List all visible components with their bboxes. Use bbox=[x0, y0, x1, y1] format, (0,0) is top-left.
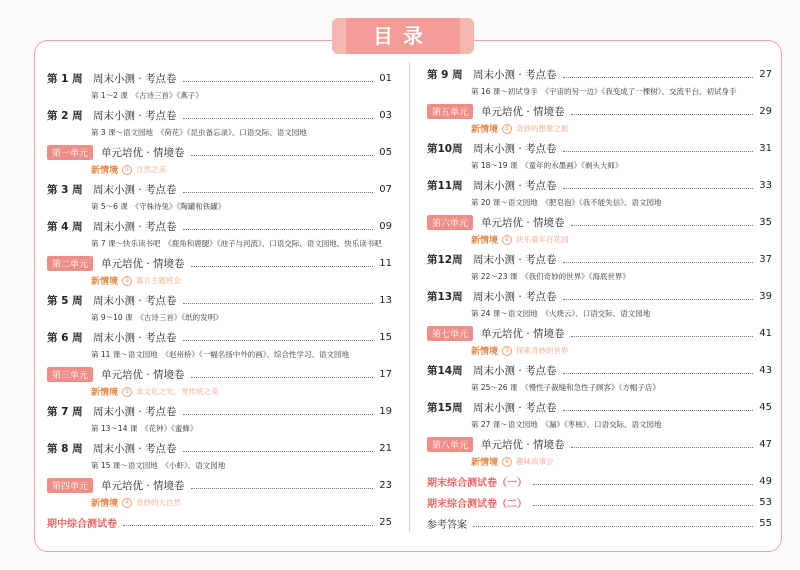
toc-entry[interactable] bbox=[47, 440, 392, 456]
toc-entry[interactable] bbox=[427, 251, 772, 267]
dot-leader bbox=[183, 221, 374, 230]
toc-title-banner bbox=[340, 18, 466, 54]
lesson-detail: 第 24 课～语文园地 《火烧云》、口语交际、语文园地 bbox=[471, 309, 651, 318]
dot-leader bbox=[191, 147, 374, 156]
toc-entry[interactable] bbox=[47, 477, 392, 493]
dot-leader bbox=[123, 517, 373, 526]
entry-title: 单元培优 · 情境卷 bbox=[101, 146, 185, 159]
unit-badge: 第八单元 bbox=[427, 437, 473, 452]
dot-leader bbox=[571, 217, 754, 226]
context-line bbox=[91, 496, 181, 509]
lesson-detail: 第 1～2 课 《古诗三首》《燕子》 bbox=[91, 91, 203, 100]
toc-entry[interactable] bbox=[427, 473, 772, 489]
dot-leader bbox=[563, 180, 754, 189]
dot-leader bbox=[563, 291, 754, 300]
context-line bbox=[471, 233, 569, 246]
context-theme: 奇妙的想象之旅 bbox=[516, 124, 569, 133]
dot-leader bbox=[183, 443, 374, 452]
entry-title: 周末小测 · 考点卷 bbox=[93, 405, 177, 418]
toc-entry[interactable] bbox=[427, 214, 772, 230]
page-number: 27 bbox=[759, 68, 772, 80]
lesson-detail: 第 11 课～语文园地 《赵州桥》《一幅名扬中外的画》、综合性学习、语文园地 bbox=[91, 350, 350, 359]
context-label: 新情境 bbox=[91, 166, 119, 176]
context-number: ③ bbox=[122, 387, 132, 397]
week-label: 第13周 bbox=[427, 290, 463, 303]
week-label: 第 9 周 bbox=[427, 68, 463, 81]
dot-leader bbox=[571, 439, 754, 448]
toc-entry[interactable] bbox=[427, 288, 772, 304]
entry-title: 周末小测 · 考点卷 bbox=[473, 68, 557, 81]
context-label: 新情境 bbox=[471, 347, 499, 357]
dot-leader bbox=[183, 73, 374, 82]
context-theme: 求文化之光，赏传统之美 bbox=[136, 387, 219, 396]
week-label: 第 6 周 bbox=[47, 331, 83, 344]
page-number: 01 bbox=[379, 72, 392, 84]
unit-badge: 第三单元 bbox=[47, 367, 93, 382]
toc-entry[interactable] bbox=[47, 144, 392, 160]
toc-title: 目录 bbox=[373, 24, 433, 48]
toc-entry[interactable] bbox=[47, 329, 392, 345]
dot-leader bbox=[473, 518, 753, 527]
page-number: 25 bbox=[379, 516, 392, 528]
context-theme: 奇妙的大自然 bbox=[136, 498, 182, 507]
dot-leader bbox=[183, 332, 374, 341]
entry-title: 周末小测 · 考点卷 bbox=[93, 331, 177, 344]
entry-title: 单元培优 · 情境卷 bbox=[481, 216, 565, 229]
page-number: 29 bbox=[759, 105, 772, 117]
context-line bbox=[471, 344, 569, 357]
dot-leader bbox=[183, 295, 374, 304]
dot-leader bbox=[563, 402, 754, 411]
entry-title: 单元培优 · 情境卷 bbox=[101, 368, 185, 381]
context-number: ⑦ bbox=[502, 346, 512, 356]
unit-badge: 第一单元 bbox=[47, 145, 93, 160]
context-number: ⑥ bbox=[502, 235, 512, 245]
lesson-detail: 第 13～14 课 《花钟》《蜜蜂》 bbox=[91, 424, 198, 433]
week-label: 第 7 周 bbox=[47, 405, 83, 418]
entry-title: 单元培优 · 情境卷 bbox=[481, 105, 565, 118]
entry-title: 周末小测 · 考点卷 bbox=[473, 179, 557, 192]
context-label: 新情境 bbox=[471, 125, 499, 135]
page-number: 31 bbox=[759, 142, 772, 154]
week-label: 第 1 周 bbox=[47, 72, 83, 85]
lesson-detail: 第 5～6 课 《守株待兔》《陶罐和铁罐》 bbox=[91, 202, 226, 211]
page-number: 21 bbox=[379, 442, 392, 454]
week-label: 第 8 周 bbox=[47, 442, 83, 455]
context-theme: 寓言主题班会 bbox=[136, 276, 182, 285]
toc-entry[interactable] bbox=[427, 436, 772, 452]
lesson-detail: 第 20 课～语文园地 《肥皂泡》《我不能失信》、语文园地 bbox=[471, 198, 662, 207]
page-number: 47 bbox=[759, 438, 772, 450]
page-number: 11 bbox=[379, 257, 392, 269]
context-number: ② bbox=[122, 276, 132, 286]
week-label: 第 2 周 bbox=[47, 109, 83, 122]
page-number: 37 bbox=[759, 253, 772, 265]
week-label: 第 4 周 bbox=[47, 220, 83, 233]
page-number: 43 bbox=[759, 364, 772, 376]
unit-badge: 第六单元 bbox=[427, 215, 473, 230]
dot-leader bbox=[191, 369, 374, 378]
toc-entry[interactable] bbox=[47, 292, 392, 308]
toc-entry[interactable] bbox=[47, 255, 392, 271]
context-theme: 探索奇妙的世界 bbox=[516, 346, 569, 355]
context-label: 新情境 bbox=[91, 388, 119, 398]
lesson-detail: 第 18～19 课 《童年的水墨画》《剃头大师》 bbox=[471, 161, 623, 170]
toc-entry[interactable] bbox=[427, 362, 772, 378]
lesson-detail: 第 15 课～语文园地 《小虾》、语文园地 bbox=[91, 461, 226, 470]
dot-leader bbox=[191, 258, 374, 267]
unit-badge: 第四单元 bbox=[47, 478, 93, 493]
page-number: 35 bbox=[759, 216, 772, 228]
dot-leader bbox=[191, 480, 374, 489]
context-label: 新情境 bbox=[91, 499, 119, 509]
exam-title: 期中综合测试卷 bbox=[47, 518, 117, 530]
toc-entry[interactable] bbox=[47, 70, 392, 86]
entry-title: 单元培优 · 情境卷 bbox=[101, 257, 185, 270]
entry-title: 单元培优 · 情境卷 bbox=[481, 327, 565, 340]
week-label: 第 5 周 bbox=[47, 294, 83, 307]
dot-leader bbox=[183, 406, 374, 415]
entry-title: 周末小测 · 考点卷 bbox=[93, 183, 177, 196]
toc-entry[interactable] bbox=[427, 103, 772, 119]
page-number: 55 bbox=[759, 517, 772, 529]
week-label: 第10周 bbox=[427, 142, 463, 155]
page-number: 07 bbox=[379, 183, 392, 195]
dot-leader bbox=[183, 184, 374, 193]
lesson-detail: 第 3 课～语文园地 《荷花》《昆虫备忘录》、口语交际、语文园地 bbox=[91, 128, 307, 137]
column-divider bbox=[409, 62, 410, 532]
context-line bbox=[91, 385, 219, 398]
dot-leader bbox=[563, 143, 754, 152]
page-number: 53 bbox=[759, 496, 772, 508]
dot-leader bbox=[533, 476, 753, 485]
dot-leader bbox=[571, 106, 754, 115]
context-number: ⑧ bbox=[502, 457, 512, 467]
context-number: ⑤ bbox=[502, 124, 512, 134]
entry-title: 周末小测 · 考点卷 bbox=[93, 220, 177, 233]
context-number: ① bbox=[122, 165, 132, 175]
exam-title: 期末综合测试卷（一） bbox=[427, 477, 527, 489]
page-number: 05 bbox=[379, 146, 392, 158]
entry-title: 周末小测 · 考点卷 bbox=[473, 401, 557, 414]
week-label: 第14周 bbox=[427, 364, 463, 377]
context-label: 新情境 bbox=[471, 458, 499, 468]
dot-leader bbox=[563, 69, 754, 78]
lesson-detail: 第 22～23 课 《我们奇妙的世界》《海底世界》 bbox=[471, 272, 630, 281]
dot-leader bbox=[563, 254, 754, 263]
dot-leader bbox=[533, 497, 753, 506]
toc-entry[interactable] bbox=[427, 140, 772, 156]
toc-entry[interactable] bbox=[427, 177, 772, 193]
entry-title: 周末小测 · 考点卷 bbox=[473, 364, 557, 377]
page-number: 39 bbox=[759, 290, 772, 302]
week-label: 第 3 周 bbox=[47, 183, 83, 196]
context-line bbox=[471, 122, 569, 135]
context-number: ④ bbox=[122, 498, 132, 508]
toc-entry[interactable] bbox=[47, 107, 392, 123]
page-number: 03 bbox=[379, 109, 392, 121]
lesson-detail: 第 16 课～初试身手 《宇宙的另一边》《我变成了一棵树》、交流平台、初试身手 bbox=[471, 87, 737, 96]
lesson-detail: 第 25～26 课 《慢性子裁缝和急性子顾客》《方帽子店》 bbox=[471, 383, 660, 392]
page-number: 19 bbox=[379, 405, 392, 417]
lesson-detail: 第 9～10 课 《古诗三首》《纸的发明》 bbox=[91, 313, 223, 322]
page-number: 23 bbox=[379, 479, 392, 491]
toc-entry[interactable] bbox=[47, 403, 392, 419]
lesson-detail: 第 27 课～语文园地 《漏》《枣核》、口语交际、语文园地 bbox=[471, 420, 662, 429]
week-label: 第12周 bbox=[427, 253, 463, 266]
entry-title: 周末小测 · 考点卷 bbox=[473, 290, 557, 303]
toc-entry[interactable] bbox=[47, 218, 392, 234]
page-number: 45 bbox=[759, 401, 772, 413]
page-number: 33 bbox=[759, 179, 772, 191]
toc-entry[interactable] bbox=[427, 515, 772, 531]
unit-badge: 第七单元 bbox=[427, 326, 473, 341]
context-theme: 自然之美 bbox=[136, 165, 167, 174]
dot-leader bbox=[571, 328, 754, 337]
entry-title: 周末小测 · 考点卷 bbox=[93, 72, 177, 85]
dot-leader bbox=[563, 365, 754, 374]
context-line bbox=[471, 455, 554, 468]
toc-entry[interactable] bbox=[427, 66, 772, 82]
page-number: 15 bbox=[379, 331, 392, 343]
page-number: 49 bbox=[759, 475, 772, 487]
toc-entry[interactable] bbox=[427, 494, 772, 510]
entry-title: 周末小测 · 考点卷 bbox=[93, 294, 177, 307]
toc-entry[interactable] bbox=[427, 325, 772, 341]
page-number: 13 bbox=[379, 294, 392, 306]
entry-title: 单元培优 · 情境卷 bbox=[101, 479, 185, 492]
context-theme: 趣味故事会 bbox=[516, 457, 554, 466]
page-number: 09 bbox=[379, 220, 392, 232]
context-theme: 快乐童年百花园 bbox=[516, 235, 569, 244]
toc-entry[interactable] bbox=[427, 399, 772, 415]
lesson-detail: 第 7 课～快乐读书吧 《鹿角和鹿腿》《池子与河流》、口语交际、语文园地、快乐读书吧 bbox=[91, 239, 382, 248]
toc-entry[interactable] bbox=[47, 181, 392, 197]
context-label: 新情境 bbox=[471, 236, 499, 246]
page-number: 41 bbox=[759, 327, 772, 339]
entry-title: 周末小测 · 考点卷 bbox=[93, 109, 177, 122]
entry-title: 周末小测 · 考点卷 bbox=[473, 253, 557, 266]
page-number: 17 bbox=[379, 368, 392, 380]
entry-title: 参考答案 bbox=[427, 519, 467, 531]
entry-title: 单元培优 · 情境卷 bbox=[481, 438, 565, 451]
week-label: 第11周 bbox=[427, 179, 463, 192]
context-label: 新情境 bbox=[91, 277, 119, 287]
unit-badge: 第二单元 bbox=[47, 256, 93, 271]
exam-title: 期末综合测试卷（二） bbox=[427, 498, 527, 510]
week-label: 第15周 bbox=[427, 401, 463, 414]
toc-entry[interactable] bbox=[47, 514, 392, 530]
context-line bbox=[91, 163, 166, 176]
entry-title: 周末小测 · 考点卷 bbox=[93, 442, 177, 455]
unit-badge: 第五单元 bbox=[427, 104, 473, 119]
dot-leader bbox=[183, 110, 374, 119]
context-line bbox=[91, 274, 181, 287]
toc-entry[interactable] bbox=[47, 366, 392, 382]
entry-title: 周末小测 · 考点卷 bbox=[473, 142, 557, 155]
